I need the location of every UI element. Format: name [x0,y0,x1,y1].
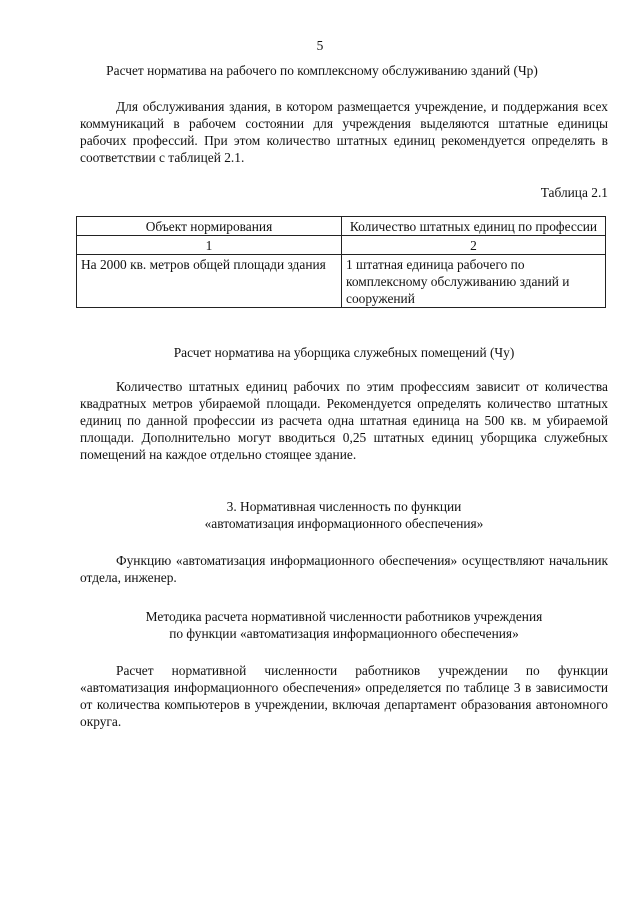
paragraph-calculation-method: Расчет нормативной численности работников учреждении по функции «автоматизация информационного обеспечения» определяется по таблице 3 в зависимости от количества компьютеров в учреждении, включая департамент образования автономного округа. [80,663,608,729]
table-header-row [77,217,606,236]
page-number: 5 [316,38,324,53]
paragraph-worker-norm: Для обслуживания здания, в котором размещается учреждение, и поддержания всех коммуникаций в рабочем состоянии для учреждения выделяются штатные единицы рабочих профессий. При этом количество штатных единиц рекомендуется определять в соответствии с таблицей 2.1. [80,99,608,165]
table-number-cell: 1 [77,236,342,255]
section-heading-calculation-method [80,608,608,642]
table-header-cell: Объект нормирования [77,217,342,236]
table-cell: На 2000 кв. метров общей площади здания [77,255,342,308]
table-cell: 1 штатная единица рабочего по комплексному обслуживанию зданий и сооружений [342,255,606,308]
staffing-table-2-1 [76,216,606,308]
heading-line: 3. Нормативная численность по функции [226,499,462,514]
paragraph-cleaner-norm: Количество штатных единиц рабочих по этим профессиям зависит от количества квадратных метров убираемой площади. Рекомендуется определять количество штатных единиц по данной профессии из расчета одна штатная единица на 500 кв. м убираемой площади. Дополнительно могут вводиться 0,25 штатных единиц уборщика служебных помещений на каждое отдельно стоящее здание. [80,379,608,462]
table-number-row [77,236,606,255]
paragraph-automation-staffing: Функцию «автоматизация информационного обеспечения» осуществляют начальник отдела, инженер. [80,553,608,585]
heading-line: Методика расчета нормативной численности работников учреждения [145,609,543,624]
section-heading-automation-staffing [80,498,608,532]
heading-line: по функции «автоматизация информационного обеспечения» [169,626,519,641]
section-heading-cleaner-norm: Расчет норматива на уборщика служебных помещений (Чу) [173,345,515,360]
table-row [77,255,606,308]
table-caption: Таблица 2.1 [540,185,608,200]
table-header-cell: Количество штатных единиц по профессии [342,217,606,236]
table-number-cell: 2 [342,236,606,255]
heading-line: «автоматизация информационного обеспечения» [204,516,484,531]
section-heading-worker-norm: Расчет норматива на рабочего по комплексному обслуживанию зданий (Чр) [106,63,538,78]
